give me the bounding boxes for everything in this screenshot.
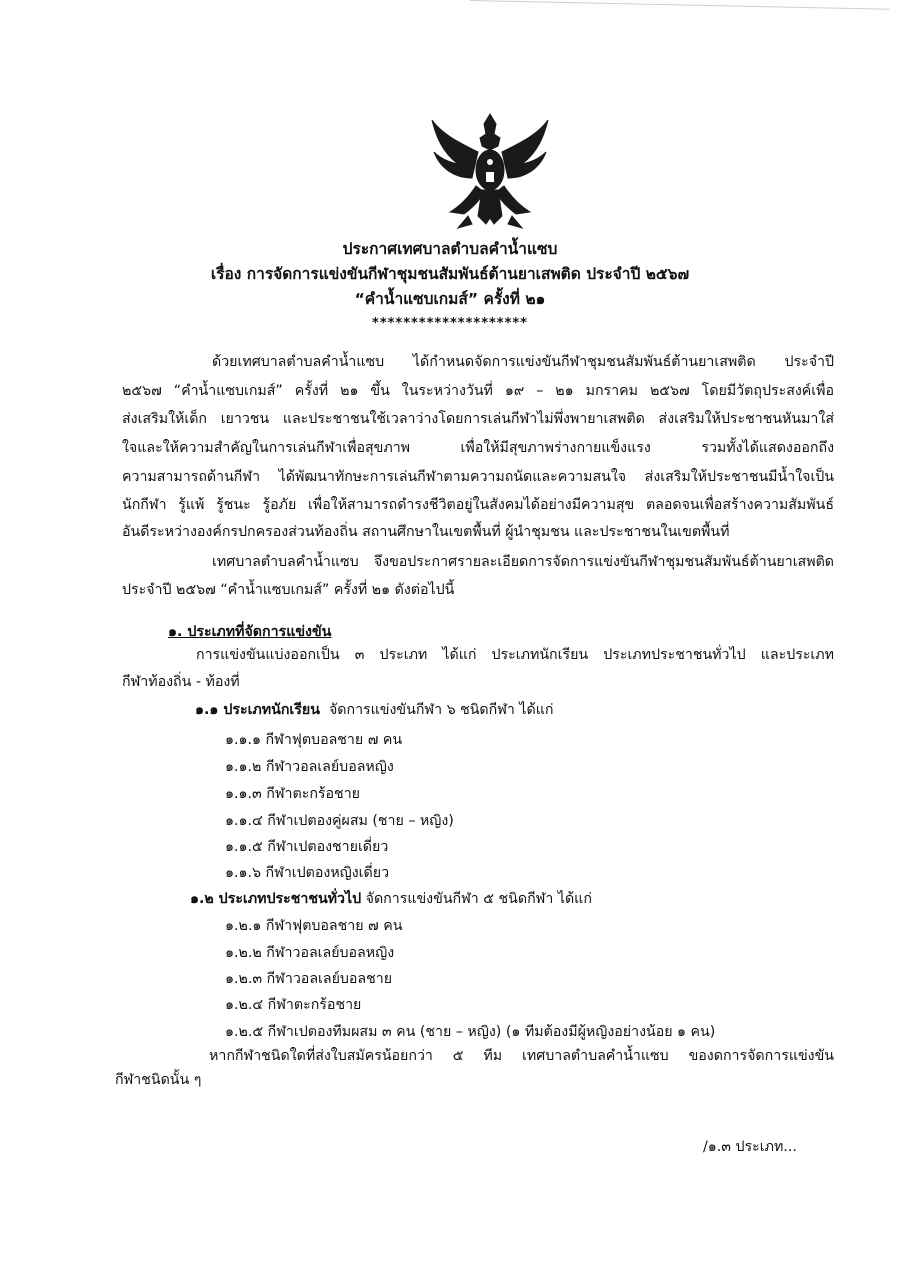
subsection-label: ๑.๒ ประเภทประชาชนทั่วไป bbox=[190, 891, 362, 907]
announcement-subject: เรื่อง การจัดการแข่งขันกีฬาชุมชนสัมพันธ์ต้านยาเสพติด ประจำปี ๒๕๖๗ bbox=[210, 265, 690, 283]
list-item: ๑.๑.๖ กีฬาเปตองหญิงเดี่ยว bbox=[225, 865, 390, 881]
list-item: ๑.๒.๔ กีฬาตะกร้อชาย bbox=[225, 997, 362, 1013]
intro-line: เทศบาลตำบลคำน้ำแซบ จึงขอประกาศรายละเอียดการจัดการแข่งขันกีฬาชุมชนสัมพันธ์ต้านยาเสพติด bbox=[212, 554, 834, 570]
section-heading: ๑. ประเภทที่จัดการแข่งขัน bbox=[168, 624, 332, 640]
section-intro-line: การแข่งขันแบ่งออกเป็น ๓ ประเภท ได้แก่ ประเภทนักเรียน ประเภทประชาชนทั่วไป และประเภท bbox=[196, 647, 834, 663]
intro-line: ใจและให้ความสำคัญในการเล่นกีฬาเพื่อสุขภาพ เพื่อให้มีสุขภาพร่างกายแข็งแรง รวมทั้งได้แสดงออกถึง bbox=[122, 440, 834, 456]
list-item: ๑.๒.๑ กีฬาฟุตบอลชาย ๗ คน bbox=[225, 918, 403, 934]
scan-edge-line bbox=[470, 0, 890, 10]
intro-line: ความสามารถด้านกีฬา ได้พัฒนาทักษะการเล่นกีฬาตามความถนัดและความสนใจ ส่งเสริมให้ประชาชนมีน้ำใจเป็น bbox=[122, 469, 834, 485]
list-item: ๑.๑.๔ กีฬาเปตองคู่ผสม (ชาย – หญิง) bbox=[225, 813, 454, 829]
garuda-emblem-icon bbox=[428, 112, 552, 230]
announcement-title: ประกาศเทศบาลตำบลคำน้ำแซบ bbox=[342, 240, 558, 258]
section-intro-line: กีฬาท้องถิ่น - ท้องที่ bbox=[122, 674, 240, 690]
note-line: หากกีฬาชนิดใดที่ส่งใบสมัครน้อยกว่า ๕ ทีม เทศบาลตำบลคำน้ำแซบ ของดการจัดการแข่งขัน bbox=[209, 1048, 834, 1064]
intro-line: ประจำปี ๒๕๖๗ “คำน้ำแซบเกมส์” ครั้งที่ ๒๑ ดังต่อไปนี้ bbox=[122, 582, 455, 598]
intro-line: ส่งเสริมให้เด็ก เยาวชน และประชาชนใช้เวลาว่างโดยการเล่นกีฬาไม่พึ่งพายาเสพติด ส่งเสริมให้ประชาชนหันมาใส่ bbox=[122, 411, 834, 427]
intro-line: นักกีฬา รู้แพ้ รู้ชนะ รู้อภัย เพื่อให้สามารถดำรงชีวิตอยู่ในสังคมได้อย่างมีความสุข ตลอดจนเพื่อสร้างความสัมพันธ์ bbox=[122, 497, 834, 513]
separator-stars: ******************** bbox=[372, 316, 528, 331]
list-item: ๑.๑.๓ กีฬาตะกร้อชาย bbox=[225, 786, 360, 802]
list-item: ๑.๑.๕ กีฬาเปตองชายเดี่ยว bbox=[225, 839, 389, 855]
list-item: ๑.๒.๒ กีฬาวอลเลย์บอลหญิง bbox=[225, 945, 395, 961]
announcement-subtitle: “คำน้ำแซบเกมส์” ครั้งที่ ๒๑ bbox=[354, 290, 546, 308]
subsection-desc: จัดการแข่งขันกีฬา ๕ ชนิดกีฬา ได้แก่ bbox=[365, 891, 592, 907]
subsection-1-2 bbox=[190, 892, 592, 906]
intro-line: อันดีระหว่างองค์กรปกครองส่วนท้องถิ่น สถานศึกษาในเขตพื้นที่ ผู้นำชุมชน และประชาชนในเขตพื้นที่ bbox=[122, 524, 730, 540]
page-continuation: /๑.๓ ประเภท... bbox=[703, 1139, 797, 1155]
intro-line: ๒๕๖๗ “คำน้ำแซบเกมส์” ครั้งที่ ๒๑ ขึ้น ในระหว่างวันที่ ๑๙ – ๒๑ มกราคม ๒๕๖๗ โดยมีวัตถุประสงค์เพื่อ bbox=[122, 383, 834, 399]
intro-line: ด้วยเทศบาลตำบลคำน้ำแซบ ได้กำหนดจัดการแข่งขันกีฬาชุมชนสัมพันธ์ต้านยาเสพติด ประจำปี bbox=[212, 354, 834, 370]
list-item: ๑.๒.๕ กีฬาเปตองทีมผสม ๓ คน (ชาย – หญิง) (๑ ทีมต้องมีผู้หญิงอย่างน้อย ๑ คน) bbox=[225, 1024, 716, 1040]
subsection-desc: จัดการแข่งขันกีฬา ๖ ชนิดกีฬา ได้แก่ bbox=[328, 702, 554, 718]
list-item: ๑.๑.๒ กีฬาวอลเลย์บอลหญิง bbox=[225, 759, 394, 775]
note-line: กีฬาชนิดนั้น ๆ bbox=[115, 1072, 202, 1088]
subsection-1-1 bbox=[195, 703, 554, 717]
subsection-label: ๑.๑ ประเภทนักเรียน bbox=[195, 702, 320, 718]
list-item: ๑.๒.๓ กีฬาวอลเลย์บอลชาย bbox=[225, 971, 393, 987]
list-item: ๑.๑.๑ กีฬาฟุตบอลชาย ๗ คน bbox=[225, 732, 403, 748]
